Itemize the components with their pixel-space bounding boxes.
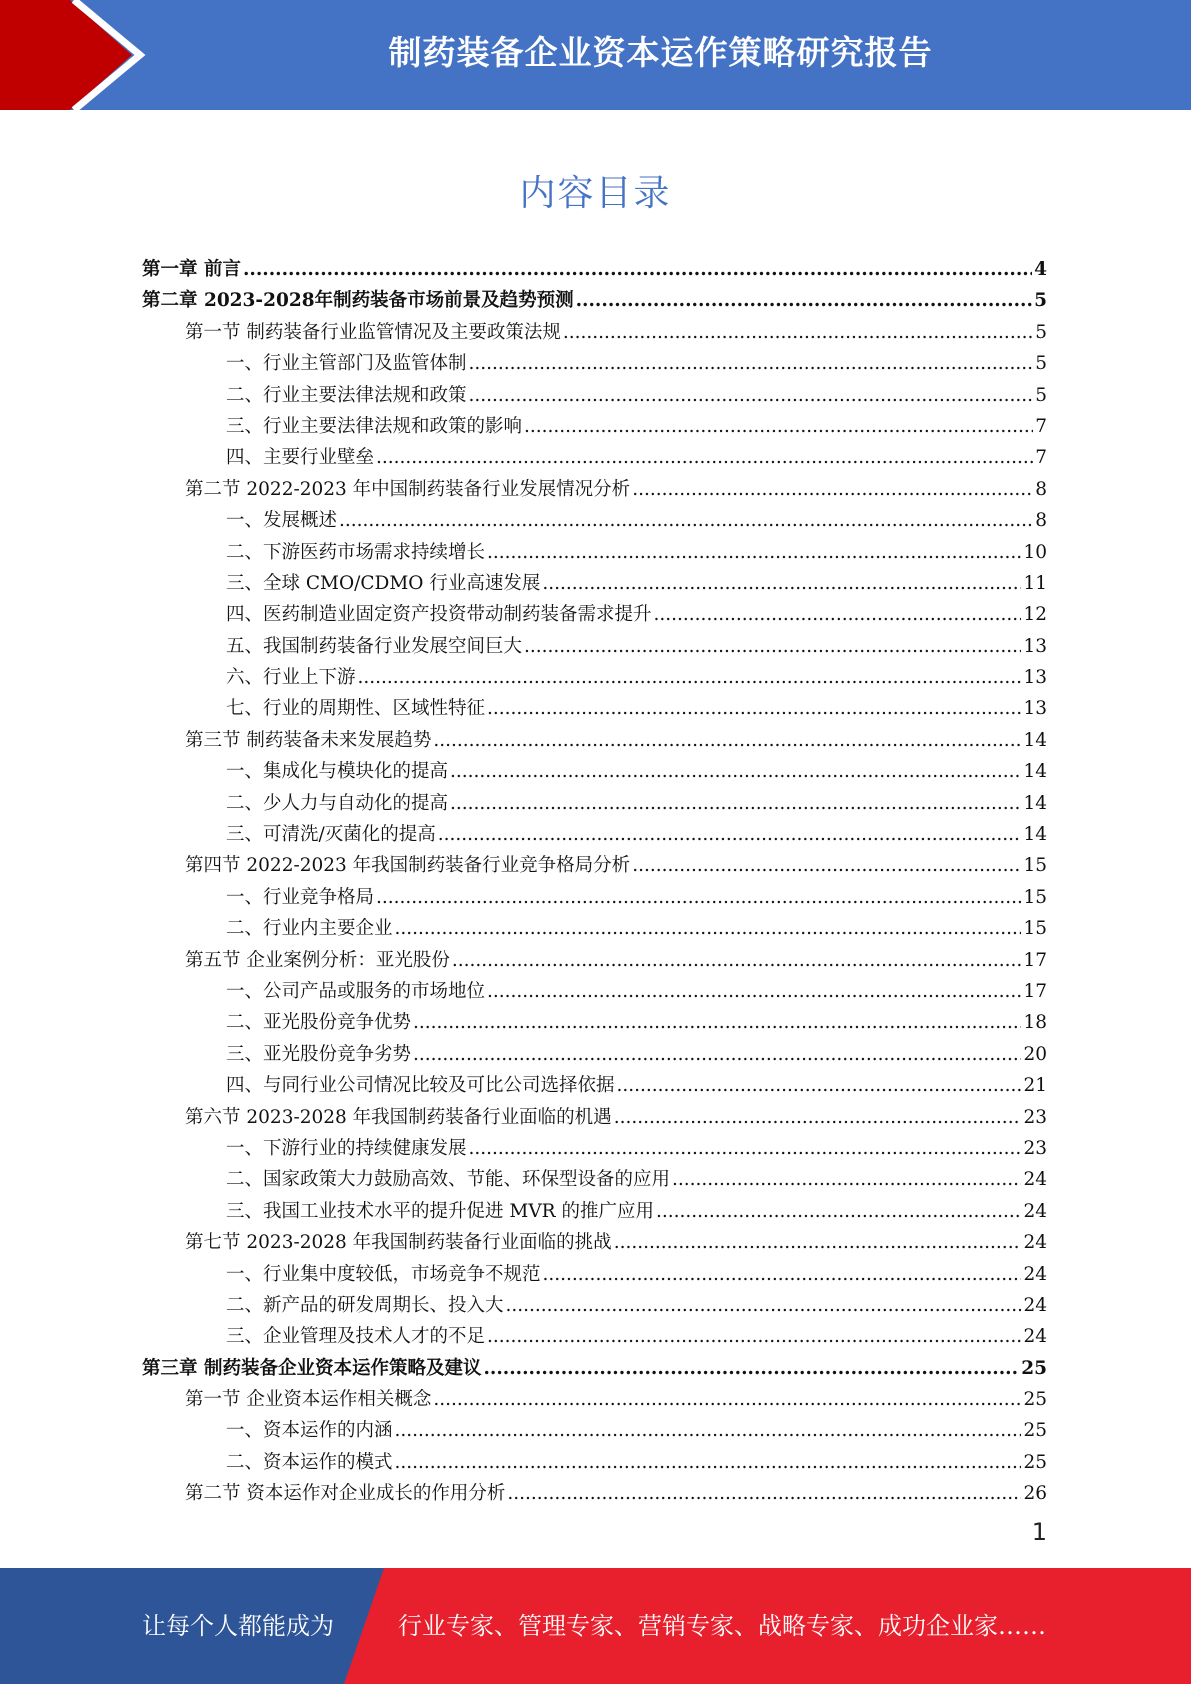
toc-section-entry[interactable] [142,1102,1047,1133]
toc-dot-leader [433,725,1021,756]
toc-entry-text: 二、行业内主要企业 [226,918,393,940]
toc-dot-leader [452,945,1022,976]
toc-dot-leader [524,411,1033,442]
toc-entry-page: 18 [1023,1012,1047,1034]
toc-subsection-entry[interactable] [142,1290,1047,1321]
toc-dot-leader [563,317,1033,348]
toc-entry-text: 二、少人力与自动化的提高 [226,792,449,814]
toc-subsection-entry[interactable] [142,756,1047,787]
toc-dot-leader [614,1102,1022,1133]
toc-subsection-entry[interactable] [142,1133,1047,1164]
toc-entry-text: 二、行业主要法律法规和政策 [226,384,467,406]
footer-slogan-left: 让每个人都能成为 [142,1612,334,1640]
toc-dot-leader [672,1164,1021,1195]
toc-entry-text: 四、与同行业公司情况比较及可比公司选择依据 [226,1075,615,1097]
toc-entry-text: 二、资本运作的模式 [226,1451,393,1473]
toc-entry-page: 23 [1023,1137,1047,1159]
toc-entry-page: 14 [1023,761,1047,783]
toc-subsection-entry[interactable] [142,505,1047,536]
toc-entry-page: 25 [1023,1389,1047,1411]
toc-dot-leader [617,1070,1022,1101]
toc-dot-leader [576,285,1033,316]
toc-entry-page: 26 [1023,1483,1047,1505]
toc-entry-text: 第一章 前言 [142,259,241,280]
toc-subsection-entry[interactable] [142,631,1047,662]
toc-dot-leader [450,756,1021,787]
toc-entry-text: 第二节 资本运作对企业成长的作用分析 [185,1483,506,1505]
table-of-contents [142,254,1047,1510]
toc-entry-page: 24 [1023,1200,1047,1222]
toc-entry-text: 第七节 2023-2028 年我国制药装备行业面临的挑战 [185,1232,612,1254]
toc-dot-leader [469,380,1034,411]
toc-entry-text: 四、医药制造业固定资产投资带动制药装备需求提升 [226,604,652,626]
toc-entry-page: 5 [1035,384,1047,406]
toc-entry-page: 17 [1023,980,1047,1002]
toc-dot-leader [654,599,1022,630]
toc-dot-leader [376,442,1033,473]
toc-entry-text: 一、行业主管部门及监管体制 [226,353,467,375]
toc-section-entry[interactable] [142,945,1047,976]
toc-subsection-entry[interactable] [142,662,1047,693]
toc-dot-leader [632,850,1021,881]
toc-entry-page: 17 [1023,949,1047,971]
toc-dot-leader [487,976,1021,1007]
toc-entry-page: 13 [1023,635,1047,657]
toc-dot-leader [395,913,1022,944]
toc-subsection-entry[interactable] [142,819,1047,850]
toc-entry-page: 7 [1035,447,1047,469]
toc-dot-leader [395,1415,1022,1446]
toc-dot-leader [507,1478,1021,1509]
toc-chapter-entry[interactable] [142,1353,1047,1384]
toc-dot-leader [243,254,1032,285]
toc-entry-page: 14 [1023,824,1047,846]
toc-entry-text: 三、可清洗/灭菌化的提高 [226,824,436,846]
toc-entry-text: 二、国家政策大力鼓励高效、节能、环保型设备的应用 [226,1169,671,1191]
toc-subsection-entry[interactable] [142,411,1047,442]
toc-entry-text: 六、行业上下游 [226,667,356,689]
toc-section-entry[interactable] [142,1384,1047,1415]
toc-subsection-entry[interactable] [142,1321,1047,1352]
toc-dot-leader [438,819,1022,850]
toc-entry-text: 第三章 制药装备企业资本运作策略及建议 [142,1357,482,1379]
toc-section-entry[interactable] [142,1478,1047,1509]
toc-entry-page: 20 [1023,1043,1047,1065]
toc-entry-page: 5 [1035,321,1047,343]
toc-entry-text: 一、集成化与模块化的提高 [226,761,449,783]
toc-entry-text: 一、行业集中度较低，市场竞争不规范 [226,1263,541,1285]
toc-dot-leader [542,568,1021,599]
toc-entry-page: 14 [1023,792,1047,814]
toc-subsection-entry[interactable] [142,1259,1047,1290]
toc-entry-text: 五、我国制药装备行业发展空间巨大 [226,635,523,657]
toc-entry-text: 第三节 制药装备未来发展趋势 [185,729,432,751]
toc-entry-page: 5 [1035,353,1047,375]
toc-entry-text: 三、行业主要法律法规和政策的影响 [226,415,523,437]
page-header [0,0,1191,110]
toc-entry-text: 第二章 2023-2028年制药装备市场前景及趋势预测 [142,290,574,312]
toc-entry-page: 24 [1023,1169,1047,1191]
toc-subsection-entry[interactable] [142,1447,1047,1478]
toc-entry-page: 24 [1023,1326,1047,1348]
toc-dot-leader [413,1039,1021,1070]
toc-entry-page: 23 [1023,1106,1047,1128]
toc-entry-text: 二、下游医药市场需求持续增长 [226,541,486,563]
toc-subsection-entry[interactable] [142,568,1047,599]
toc-title: 内容目录 [519,173,672,214]
toc-subsection-entry[interactable] [142,1415,1047,1446]
toc-section-entry[interactable] [142,1227,1047,1258]
toc-section-entry[interactable] [142,474,1047,505]
toc-entry-text: 三、企业管理及技术人才的不足 [226,1326,486,1348]
toc-entry-text: 一、行业竞争格局 [226,886,375,908]
toc-dot-leader [433,1384,1021,1415]
toc-subsection-entry[interactable] [142,1007,1047,1038]
toc-chapter-entry[interactable] [142,285,1047,316]
toc-entry-text: 一、公司产品或服务的市场地位 [226,980,486,1002]
toc-dot-leader [614,1227,1022,1258]
toc-entry-page: 4 [1034,259,1047,280]
toc-entry-page: 11 [1023,572,1047,594]
toc-entry-text: 二、新产品的研发周期长、投入大 [226,1294,504,1316]
toc-dot-leader [487,693,1021,724]
toc-entry-page: 13 [1023,667,1047,689]
toc-entry-page: 25 [1023,1451,1047,1473]
toc-entry-page: 15 [1023,886,1047,908]
toc-subsection-entry[interactable] [142,1039,1047,1070]
toc-dot-leader [524,631,1021,662]
toc-entry-text: 第六节 2023-2028 年我国制药装备行业面临的机遇 [185,1106,612,1128]
toc-subsection-entry[interactable] [142,537,1047,568]
toc-dot-leader [506,1290,1022,1321]
toc-dot-leader [395,1447,1022,1478]
toc-subsection-entry[interactable] [142,693,1047,724]
toc-entry-page: 8 [1035,510,1047,532]
toc-dot-leader [469,348,1034,379]
footer-slogan-right: 行业专家、管理专家、营销专家、战略专家、成功企业家…… [398,1612,1046,1640]
toc-subsection-entry[interactable] [142,882,1047,913]
toc-entry-page: 14 [1023,729,1047,751]
toc-subsection-entry[interactable] [142,380,1047,411]
toc-entry-text: 第五节 企业案例分析：亚光股份 [185,949,450,971]
toc-subsection-entry[interactable] [142,1070,1047,1101]
toc-dot-leader [376,882,1021,913]
toc-entry-text: 三、全球 CMO/CDMO 行业高速发展 [226,572,541,594]
toc-dot-leader [543,1259,1022,1290]
toc-entry-page: 24 [1023,1263,1047,1285]
toc-entry-text: 四、主要行业壁垒 [226,447,375,469]
toc-entry-text: 三、亚光股份竞争劣势 [226,1043,412,1065]
toc-section-entry[interactable] [142,725,1047,756]
page-number: 1 [1031,1518,1047,1546]
toc-dot-leader [339,505,1033,536]
toc-entry-page: 10 [1023,541,1047,563]
toc-dot-leader [487,1321,1021,1352]
toc-subsection-entry[interactable] [142,1196,1047,1227]
toc-dot-leader [632,474,1033,505]
toc-entry-page: 25 [1021,1357,1047,1379]
toc-subsection-entry[interactable] [142,442,1047,473]
toc-subsection-entry[interactable] [142,913,1047,944]
toc-section-entry[interactable] [142,317,1047,348]
toc-entry-page: 12 [1023,604,1047,626]
toc-entry-page: 13 [1023,698,1047,720]
toc-subsection-entry[interactable] [142,788,1047,819]
toc-entry-text: 第四节 2022-2023 年我国制药装备行业竞争格局分析 [185,855,631,877]
toc-entry-page: 7 [1035,415,1047,437]
toc-chapter-entry[interactable] [142,254,1047,285]
toc-dot-leader [469,1133,1022,1164]
toc-subsection-entry[interactable] [142,976,1047,1007]
toc-entry-page: 24 [1023,1232,1047,1254]
toc-dot-leader [358,662,1022,693]
toc-dot-leader [656,1196,1021,1227]
toc-entry-page: 21 [1023,1075,1047,1097]
toc-entry-page: 25 [1023,1420,1047,1442]
toc-entry-text: 一、资本运作的内涵 [226,1420,393,1442]
toc-dot-leader [487,537,1021,568]
toc-entry-text: 二、亚光股份竞争优势 [226,1012,412,1034]
toc-subsection-entry[interactable] [142,599,1047,630]
toc-entry-text: 七、行业的周期性、区域性特征 [226,698,486,720]
toc-entry-text: 第二节 2022-2023 年中国制药装备行业发展情况分析 [185,478,631,500]
toc-entry-page: 15 [1023,855,1047,877]
report-title: 制药装备企业资本运作策略研究报告 [388,33,933,72]
toc-entry-text: 第一节 企业资本运作相关概念 [185,1389,432,1411]
toc-entry-page: 5 [1034,290,1047,312]
toc-subsection-entry[interactable] [142,1164,1047,1195]
toc-entry-text: 三、我国工业技术水平的提升促进 MVR 的推广应用 [226,1200,654,1222]
toc-entry-text: 一、下游行业的持续健康发展 [226,1137,467,1159]
toc-subsection-entry[interactable] [142,348,1047,379]
toc-dot-leader [483,1353,1019,1384]
toc-entry-page: 15 [1023,918,1047,940]
page-footer [0,1568,1191,1684]
toc-section-entry[interactable] [142,850,1047,881]
toc-dot-leader [450,788,1021,819]
toc-entry-page: 24 [1023,1294,1047,1316]
toc-entry-page: 8 [1035,478,1047,500]
toc-entry-text: 一、发展概述 [226,510,338,532]
toc-dot-leader [413,1007,1021,1038]
toc-entry-text: 第一节 制药装备行业监管情况及主要政策法规 [185,321,561,343]
